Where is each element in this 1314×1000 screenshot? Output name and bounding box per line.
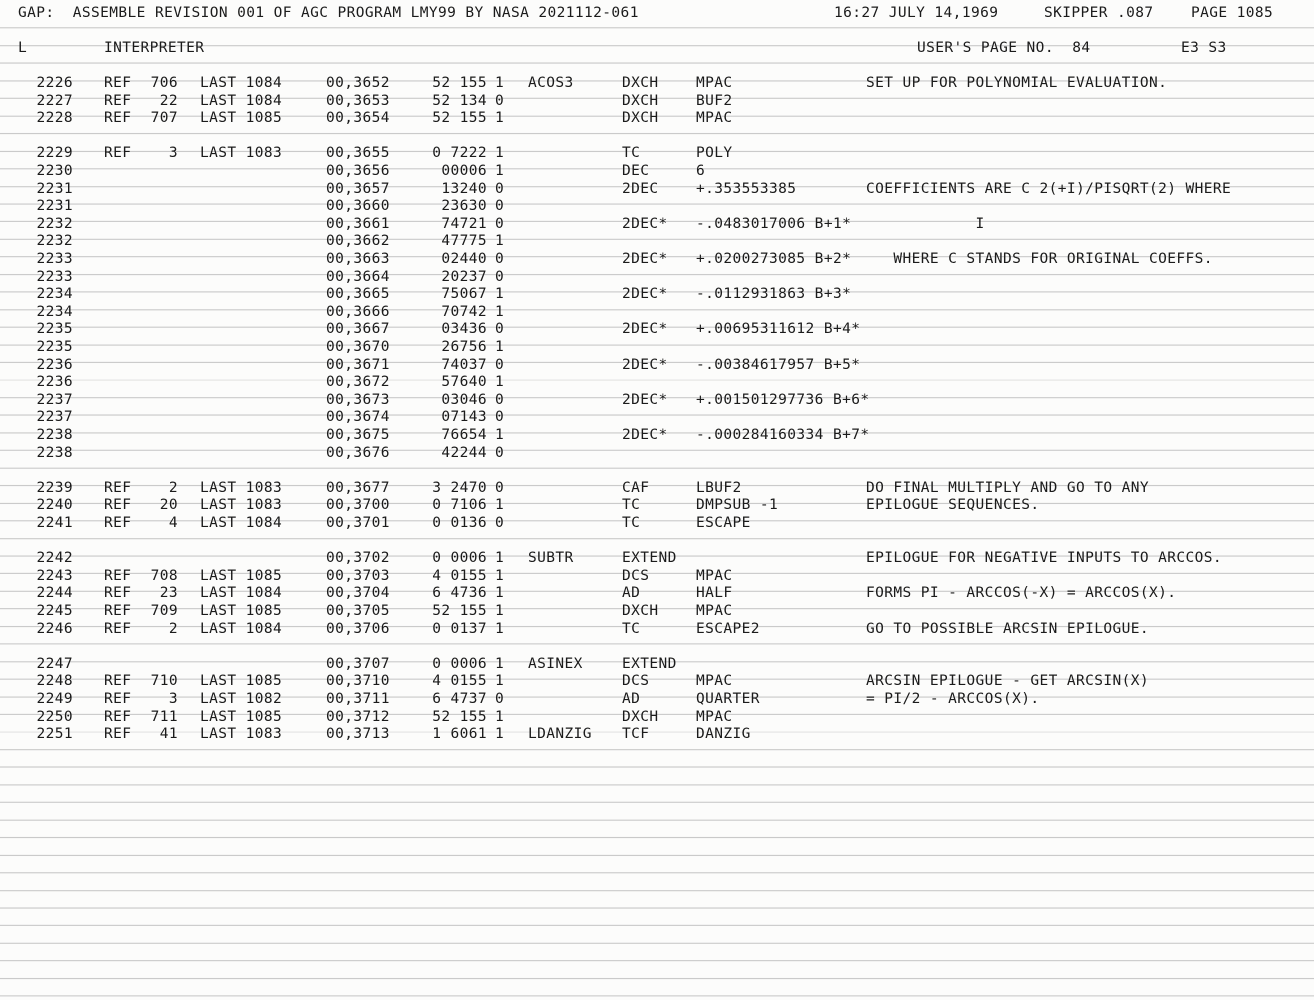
ref-number: 708: [150, 567, 178, 584]
comment: COEFFICIENTS ARE C 2(+I)/PISQRT(2) WHERE: [866, 180, 1232, 197]
operand: MPAC: [696, 567, 733, 584]
address: 00,3667: [326, 321, 390, 338]
symbol-label: LDANZIG: [528, 726, 592, 743]
line-number: 2236: [36, 356, 73, 373]
operand: -.0483017006 B+1*: [696, 215, 852, 232]
line-number: 2226: [36, 75, 73, 91]
line-number: 2238: [36, 427, 73, 443]
line-number: 2232: [36, 233, 73, 250]
header-datetime: 16:27 JULY 14,1969: [834, 5, 999, 21]
address: 00,3705: [326, 603, 390, 619]
line-number: 2232: [36, 215, 73, 232]
last-ref: LAST 1085: [200, 567, 283, 584]
comment: = PI/2 - ARCCOS(X).: [866, 691, 1040, 707]
address: 00,3653: [326, 92, 390, 109]
operand: BUF2: [696, 92, 733, 109]
address: 00,3710: [326, 673, 390, 690]
header-page: PAGE 1085: [1191, 5, 1274, 21]
parity-bit: 1: [495, 620, 505, 637]
octal-word: 0 7106: [432, 497, 487, 514]
user-page-number: USER'S PAGE NO. 84: [917, 40, 1091, 56]
last-ref: LAST 1084: [200, 92, 283, 109]
last-ref: LAST 1084: [200, 585, 283, 602]
parity-bit: 1: [495, 303, 505, 320]
last-ref: LAST 1082: [200, 691, 283, 707]
operand: -.000284160334 B+7*: [696, 427, 870, 443]
opcode: 2DEC*: [622, 215, 668, 232]
line-number: 2233: [36, 251, 73, 267]
octal-word: 6 4737: [432, 691, 487, 707]
address: 00,3663: [326, 251, 390, 267]
header-skipper: SKIPPER .087: [1044, 5, 1154, 21]
parity-bit: 1: [495, 567, 505, 584]
address: 00,3703: [326, 567, 390, 584]
line-number: 2230: [36, 163, 73, 179]
address: 00,3700: [326, 497, 390, 514]
line-number: 2246: [36, 620, 73, 637]
parity-bit: 0: [495, 691, 505, 707]
listing-row: [0, 620, 1314, 638]
parity-bit: 1: [495, 286, 505, 303]
ref-tag: REF: [104, 708, 132, 725]
ref-number: 2: [168, 620, 178, 637]
listing-row: [0, 444, 1314, 462]
address: 00,3674: [326, 409, 390, 426]
listing-row: [0, 74, 1314, 92]
listing-row: [0, 549, 1314, 567]
line-number: 2240: [36, 497, 73, 514]
octal-word: 26756: [441, 339, 487, 355]
parity-bit: 1: [495, 603, 505, 619]
address: 00,3666: [326, 303, 390, 320]
ref-tag: REF: [104, 497, 132, 514]
line-number: 2250: [36, 708, 73, 725]
listing-row: [0, 250, 1314, 268]
address: 00,3657: [326, 180, 390, 197]
operand: MPAC: [696, 603, 733, 619]
opcode: EXTEND: [622, 550, 677, 567]
symbol-label: ASINEX: [528, 655, 583, 672]
ref-tag: REF: [104, 92, 132, 109]
opcode: DXCH: [622, 603, 659, 619]
listing-row: [0, 672, 1314, 690]
ref-number: 711: [150, 708, 178, 725]
listing-row: [0, 162, 1314, 180]
line-number: 2234: [36, 286, 73, 303]
last-ref: LAST 1083: [200, 497, 283, 514]
line-number: 2234: [36, 303, 73, 320]
ref-tag: REF: [104, 603, 132, 619]
octal-word: 6 4736: [432, 585, 487, 602]
ref-tag: REF: [104, 726, 132, 743]
operand: 6: [696, 163, 706, 179]
operand: +.001501297736 B+6*: [696, 391, 870, 408]
address: 00,3654: [326, 110, 390, 127]
page-subheader: [0, 39, 1314, 57]
octal-word: 4 0155: [432, 673, 487, 690]
parity-bit: 0: [495, 444, 505, 461]
address: 00,3652: [326, 75, 390, 91]
operand: +.0200273085 B+2*: [696, 251, 852, 267]
octal-word: 0 0006: [432, 550, 487, 567]
opcode: AD: [622, 691, 641, 707]
parity-bit: 1: [495, 427, 505, 443]
ref-tag: REF: [104, 673, 132, 690]
last-ref: LAST 1083: [200, 145, 283, 162]
octal-word: 23630: [441, 198, 487, 215]
listing-row: [0, 303, 1314, 321]
opcode: 2DEC: [622, 180, 659, 197]
listing-row: [0, 426, 1314, 444]
parity-bit: 1: [495, 233, 505, 250]
opcode: 2DEC*: [622, 286, 668, 303]
parity-bit: 0: [495, 180, 505, 197]
page-code: E3 S3: [1181, 40, 1227, 56]
listing-row: [0, 602, 1314, 620]
octal-word: 03436: [441, 321, 487, 338]
octal-word: 52 134: [432, 92, 487, 109]
ref-number: 22: [159, 92, 178, 109]
address: 00,3707: [326, 655, 390, 672]
parity-bit: 0: [495, 391, 505, 408]
octal-word: 20237: [441, 268, 487, 285]
ref-tag: REF: [104, 110, 132, 127]
listing-row: [0, 268, 1314, 286]
ref-number: 709: [150, 603, 178, 619]
operand: ESCAPE2: [696, 620, 760, 637]
address: 00,3655: [326, 145, 390, 162]
address: 00,3671: [326, 356, 390, 373]
comment: I: [866, 215, 985, 232]
last-ref: LAST 1085: [200, 110, 283, 127]
listing-row: [0, 144, 1314, 162]
octal-word: 00006: [441, 163, 487, 179]
octal-word: 1 6061: [432, 726, 487, 743]
address: 00,3661: [326, 215, 390, 232]
parity-bit: 0: [495, 321, 505, 338]
parity-bit: 0: [495, 268, 505, 285]
ref-tag: REF: [104, 75, 132, 91]
address: 00,3677: [326, 479, 390, 496]
operand: -.0112931863 B+3*: [696, 286, 852, 303]
octal-word: 0 0136: [432, 515, 487, 531]
page-header: [0, 4, 1314, 22]
line-number: 2228: [36, 110, 73, 127]
line-number: 2236: [36, 374, 73, 391]
section-title: INTERPRETER: [104, 40, 205, 56]
line-number: 2248: [36, 673, 73, 690]
listing-row: [0, 215, 1314, 233]
operand: MPAC: [696, 75, 733, 91]
octal-word: 70742: [441, 303, 487, 320]
listing-row: [0, 514, 1314, 532]
octal-word: 74721: [441, 215, 487, 232]
operand: HALF: [696, 585, 733, 602]
parity-bit: 1: [495, 655, 505, 672]
line-number: 2229: [36, 145, 73, 162]
listing-row: [0, 285, 1314, 303]
listing-row: [0, 496, 1314, 514]
address: 00,3672: [326, 374, 390, 391]
octal-word: 47775: [441, 233, 487, 250]
operand: -.00384617957 B+5*: [696, 356, 861, 373]
listing-row: [0, 180, 1314, 198]
opcode: DEC: [622, 163, 650, 179]
parity-bit: 1: [495, 339, 505, 355]
listing-row: [0, 373, 1314, 391]
symbol-label: ACOS3: [528, 75, 574, 91]
octal-word: 52 155: [432, 603, 487, 619]
listing-row: [0, 320, 1314, 338]
octal-word: 0 0006: [432, 655, 487, 672]
parity-bit: 0: [495, 479, 505, 496]
octal-word: 03046: [441, 391, 487, 408]
parity-bit: 0: [495, 409, 505, 426]
listing-row: [0, 109, 1314, 127]
octal-word: 07143: [441, 409, 487, 426]
comment: FORMS PI - ARCCOS(-X) = ARCCOS(X).: [866, 585, 1177, 602]
listing-row: [0, 708, 1314, 726]
octal-word: 52 155: [432, 110, 487, 127]
comment: DO FINAL MULTIPLY AND GO TO ANY: [866, 479, 1150, 496]
ref-tag: REF: [104, 515, 132, 531]
comment: EPILOGUE FOR NEGATIVE INPUTS TO ARCCOS.: [866, 550, 1223, 567]
operand: DANZIG: [696, 726, 751, 743]
ref-tag: REF: [104, 691, 132, 707]
listing-row: [0, 338, 1314, 356]
ref-number: 20: [159, 497, 178, 514]
operand: LBUF2: [696, 479, 742, 496]
opcode: DXCH: [622, 75, 659, 91]
opcode: DXCH: [622, 92, 659, 109]
opcode: 2DEC*: [622, 356, 668, 373]
listing-row: [0, 479, 1314, 497]
opcode: DXCH: [622, 110, 659, 127]
ref-number: 23: [159, 585, 178, 602]
address: 00,3701: [326, 515, 390, 531]
octal-word: 0 0137: [432, 620, 487, 637]
last-ref: LAST 1083: [200, 479, 283, 496]
parity-bit: 0: [495, 251, 505, 267]
listing-row: [0, 391, 1314, 409]
operand: POLY: [696, 145, 733, 162]
parity-bit: 1: [495, 585, 505, 602]
ref-number: 706: [150, 75, 178, 91]
parity-bit: 0: [495, 215, 505, 232]
last-ref: LAST 1085: [200, 603, 283, 619]
line-number: 2237: [36, 391, 73, 408]
opcode: CAF: [622, 479, 650, 496]
operand: +.353553385: [696, 180, 797, 197]
parity-bit: 1: [495, 374, 505, 391]
listing-row: [0, 197, 1314, 215]
parity-bit: 0: [495, 515, 505, 531]
operand: QUARTER: [696, 691, 760, 707]
listing-row: [0, 92, 1314, 110]
line-number: 2233: [36, 268, 73, 285]
line-number: 2244: [36, 585, 73, 602]
opcode: 2DEC*: [622, 251, 668, 267]
last-ref: LAST 1085: [200, 673, 283, 690]
parity-bit: 1: [495, 145, 505, 162]
operand: +.00695311612 B+4*: [696, 321, 861, 338]
line-number: 2237: [36, 409, 73, 426]
operand: ESCAPE: [696, 515, 751, 531]
parity-bit: 0: [495, 198, 505, 215]
octal-word: 3 2470: [432, 479, 487, 496]
line-number: 2249: [36, 691, 73, 707]
ref-tag: REF: [104, 145, 132, 162]
opcode: TC: [622, 497, 641, 514]
parity-bit: 1: [495, 75, 505, 91]
line-number: 2242: [36, 550, 73, 567]
ref-number: 3: [168, 691, 178, 707]
ref-tag: REF: [104, 567, 132, 584]
opcode: DXCH: [622, 708, 659, 725]
operand: MPAC: [696, 708, 733, 725]
line-number: 2231: [36, 198, 73, 215]
comment: EPILOGUE SEQUENCES.: [866, 497, 1040, 514]
line-number: 2231: [36, 180, 73, 197]
parity-bit: 0: [495, 356, 505, 373]
ref-number: 4: [168, 515, 178, 531]
address: 00,3706: [326, 620, 390, 637]
line-number: 2235: [36, 339, 73, 355]
octal-word: 75067: [441, 286, 487, 303]
listing-row: [0, 408, 1314, 426]
opcode: TC: [622, 145, 641, 162]
address: 00,3702: [326, 550, 390, 567]
opcode: TCF: [622, 726, 650, 743]
operand: MPAC: [696, 110, 733, 127]
opcode: AD: [622, 585, 641, 602]
last-ref: LAST 1085: [200, 708, 283, 725]
parity-bit: 1: [495, 726, 505, 743]
parity-bit: 1: [495, 163, 505, 179]
header-title: GAP: ASSEMBLE REVISION 001 OF AGC PROGRAM LMY99 BY NASA 2021112-061: [18, 5, 639, 21]
line-number: 2239: [36, 479, 73, 496]
parity-bit: 1: [495, 497, 505, 514]
parity-bit: 1: [495, 110, 505, 127]
listing-row: [0, 232, 1314, 250]
ref-number: 710: [150, 673, 178, 690]
line-number: 2251: [36, 726, 73, 743]
line-number: 2245: [36, 603, 73, 619]
address: 00,3712: [326, 708, 390, 725]
octal-word: 02440: [441, 251, 487, 267]
comment: ARCSIN EPILOGUE - GET ARCSIN(X): [866, 673, 1150, 690]
comment: SET UP FOR POLYNOMIAL EVALUATION.: [866, 75, 1168, 91]
octal-word: 13240: [441, 180, 487, 197]
opcode: TC: [622, 620, 641, 637]
octal-word: 76654: [441, 427, 487, 443]
listing-row: [0, 690, 1314, 708]
octal-word: 57640: [441, 374, 487, 391]
parity-bit: 0: [495, 92, 505, 109]
opcode: TC: [622, 515, 641, 531]
comment: WHERE C STANDS FOR ORIGINAL COEFFS.: [866, 251, 1213, 267]
address: 00,3704: [326, 585, 390, 602]
listing-row: [0, 725, 1314, 743]
ref-number: 707: [150, 110, 178, 127]
address: 00,3713: [326, 726, 390, 743]
parity-bit: 1: [495, 673, 505, 690]
line-number: 2241: [36, 515, 73, 531]
parity-bit: 1: [495, 708, 505, 725]
log-letter: L: [18, 40, 28, 56]
line-number: 2238: [36, 444, 73, 461]
address: 00,3676: [326, 444, 390, 461]
listing-row: [0, 356, 1314, 374]
ref-number: 41: [159, 726, 178, 743]
listing-row: [0, 655, 1314, 673]
octal-word: 74037: [441, 356, 487, 373]
octal-word: 52 155: [432, 75, 487, 91]
last-ref: LAST 1084: [200, 620, 283, 637]
opcode: DCS: [622, 673, 650, 690]
octal-word: 52 155: [432, 708, 487, 725]
octal-word: 0 7222: [432, 145, 487, 162]
opcode: 2DEC*: [622, 391, 668, 408]
operand: DMPSUB -1: [696, 497, 779, 514]
address: 00,3664: [326, 268, 390, 285]
address: 00,3665: [326, 286, 390, 303]
ref-number: 2: [168, 479, 178, 496]
opcode: 2DEC*: [622, 427, 668, 443]
address: 00,3656: [326, 163, 390, 179]
symbol-label: SUBTR: [528, 550, 574, 567]
ref-number: 3: [168, 145, 178, 162]
address: 00,3670: [326, 339, 390, 355]
ref-tag: REF: [104, 585, 132, 602]
address: 00,3711: [326, 691, 390, 707]
listing-row: [0, 584, 1314, 602]
address: 00,3675: [326, 427, 390, 443]
line-number: 2243: [36, 567, 73, 584]
address: 00,3673: [326, 391, 390, 408]
ref-tag: REF: [104, 479, 132, 496]
ref-tag: REF: [104, 620, 132, 637]
address: 00,3662: [326, 233, 390, 250]
line-number: 2227: [36, 92, 73, 109]
operand: MPAC: [696, 673, 733, 690]
parity-bit: 1: [495, 550, 505, 567]
opcode: DCS: [622, 567, 650, 584]
address: 00,3660: [326, 198, 390, 215]
last-ref: LAST 1083: [200, 726, 283, 743]
comment: GO TO POSSIBLE ARCSIN EPILOGUE.: [866, 620, 1150, 637]
octal-word: 4 0155: [432, 567, 487, 584]
line-number: 2235: [36, 321, 73, 338]
listing-row: [0, 567, 1314, 585]
line-number: 2247: [36, 655, 73, 672]
opcode: 2DEC*: [622, 321, 668, 338]
last-ref: LAST 1084: [200, 75, 283, 91]
last-ref: LAST 1084: [200, 515, 283, 531]
octal-word: 42244: [441, 444, 487, 461]
opcode: EXTEND: [622, 655, 677, 672]
